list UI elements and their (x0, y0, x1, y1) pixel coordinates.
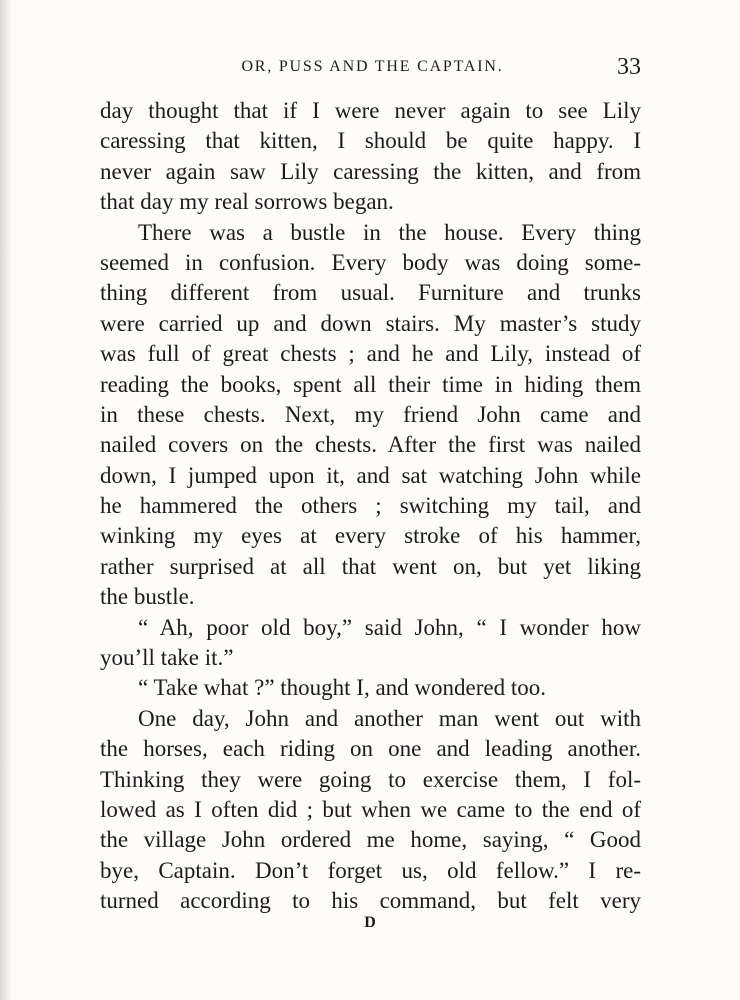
text-line: bye, Captain. Don’t forget us, old fellow.” I re- (100, 857, 641, 883)
text-line: rather surprised at all that went on, but yet liking (100, 553, 641, 579)
text-line: was full of great chests ; and he and Lily, instead of (100, 341, 641, 367)
text-line: “ Take what ?” thought I, and wondered too. (138, 675, 547, 701)
text-line: thing different from usual. Furniture and trunks (100, 280, 641, 306)
page-gutter-shadow (0, 0, 12, 1000)
text-line: One day, John and another man went out with (138, 705, 641, 731)
text-line: the bustle. (100, 584, 195, 610)
text-line: the village John ordered me home, saying, “ Good (100, 827, 641, 853)
text-line: down, I jumped upon it, and sat watching John while (100, 462, 641, 488)
signature-mark: D (364, 914, 376, 931)
text-line: day thought that if I were never again to see Lily (100, 98, 641, 123)
text-line: Thinking they were going to exercise them, I fol- (100, 766, 641, 792)
text-line: turned according to his command, but felt very (100, 888, 641, 914)
text-line: seemed in confusion. Every body was doing some- (100, 249, 641, 275)
text-line: reading the books, spent all their time in hiding them (100, 371, 641, 397)
page-number: 33 (617, 54, 641, 80)
text-line: never again saw Lily caressing the kitten, and from (100, 158, 641, 184)
text-line: he hammered the others ; switching my tail, and (100, 493, 641, 519)
running-header (100, 54, 645, 84)
text-line: “ Ah, poor old boy,” said John, “ I wonder how (138, 614, 641, 640)
text-line: nailed covers on the chests. After the first was nailed (100, 432, 641, 458)
body-text (100, 96, 641, 917)
running-title: OR, PUSS AND THE CAPTAIN. (241, 58, 504, 75)
text-line: lowed as I often did ; but when we came to the end of (100, 796, 641, 822)
text-line: the horses, each riding on one and leading another. (100, 736, 641, 762)
text-line: There was a bustle in the house. Every thing (138, 219, 641, 245)
text-line: winking my eyes at every stroke of his hammer, (100, 523, 641, 549)
text-line: that day my real sorrows began. (100, 189, 394, 215)
text-line: were carried up and down stairs. My master’s study (100, 310, 641, 336)
text-line: in these chests. Next, my friend John came and (100, 401, 641, 427)
text-line: caressing that kitten, I should be quite happy. I (100, 128, 641, 154)
text-line: you’ll take it.” (100, 645, 234, 671)
